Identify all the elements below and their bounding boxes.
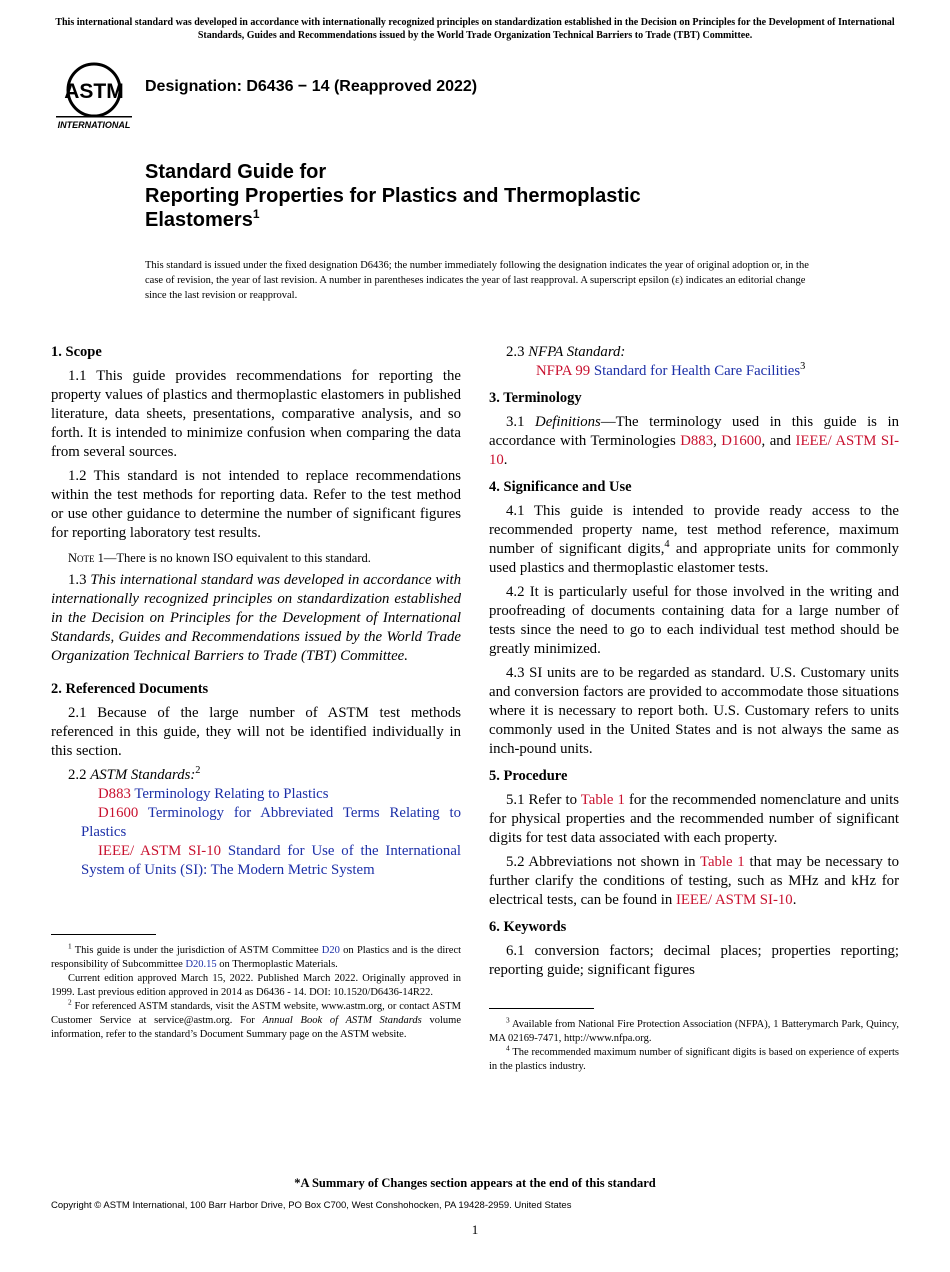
ref-item-d883[interactable] <box>51 785 461 804</box>
logo-text: ASTM <box>64 80 124 103</box>
section-6-heading: 6. Keywords <box>489 919 567 935</box>
ref-title[interactable]: Terminology Relating to Plastics <box>134 786 329 802</box>
para-4-1-footnote-mark: 4 <box>664 539 670 551</box>
ref-code[interactable]: IEEE/ ASTM SI-10 <box>98 843 222 859</box>
footnote-2-text-a: For referenced ASTM standards, visit the ASTM website, www.astm.org, or contact ASTM Customer Service at service@astm.org. For <box>51 1001 461 1026</box>
committee-link[interactable]: D20 <box>321 945 340 956</box>
ref-link-d1600[interactable]: D1600 <box>721 433 762 449</box>
para-2-2-number: 2.2 <box>68 767 87 783</box>
para-5-2-text-b: that may be necessary to further clarify the conditions of testing, such as MHz and kHz for electrical tests, can be found in <box>489 854 900 908</box>
para-6-1: 6.1 conversion factors; decimal places; properties reporting; reporting guide; significant figures <box>489 943 899 978</box>
right-column <box>489 343 899 980</box>
para-5-1-text-b: for the recommended nomenclature and units for physical properties and the recommended number of significant digits for test data associated with each property. <box>489 792 900 846</box>
ref-item-nfpa99[interactable] <box>489 362 899 381</box>
ref-title[interactable]: Standard for Health Care Facilities <box>593 363 801 379</box>
para-2-2 <box>51 766 461 785</box>
issuance-note: This standard is issued under the fixed designation D6436; the number immediately following the designation indicates the year of original adoption or, in the case of revision, the year of last revision. A number in parentheses indicates the year of last reapproval. A superscript epsilon (ε) indicates an editorial change since the last revision or reapproval. <box>145 260 809 301</box>
footnote-divider-left <box>51 934 156 935</box>
section-1-heading: 1. Scope <box>51 344 102 360</box>
para-2-3-number: 2.3 <box>506 344 525 360</box>
title-line-1: Standard Guide for <box>145 161 327 183</box>
top-notice: This international standard was developed in accordance with internationally recognized principles on standardization established in the Decision on Principles for the Development of International Standards, Guides and Recommendations issued by the World Trade Organization Technical Barriers to Trade (TBT) Committee. <box>55 17 895 41</box>
para-4-2: 4.2 It is particularly useful for those involved in the writing and proofreading of documents containing data for a large number of tests since the need to go to each individual test method should be greatly minimized. <box>489 584 899 657</box>
astm-logo <box>52 58 136 134</box>
footnote-1-text-a: This guide is under the jurisdiction of ASTM Committee <box>74 945 319 956</box>
title-line-3: Elastomers <box>145 209 253 231</box>
para-5-2-text-a: 5.2 Abbreviations not shown in <box>506 854 696 870</box>
ref-link-d883[interactable]: D883 <box>680 433 714 449</box>
footnote-2-text-b: volume information, refer to the standard’s Document Summary page on the ASTM website. <box>51 1015 462 1040</box>
copyright: Copyright © ASTM International, 100 Barr Harbor Drive, PO Box C700, West Conshohocken, PA 19428-2959. United States <box>51 1200 572 1211</box>
logo-subtext: INTERNATIONAL <box>57 120 131 130</box>
ref-code[interactable]: NFPA 99 <box>536 363 591 379</box>
document-title <box>145 160 845 232</box>
footnote-2 <box>51 997 462 1042</box>
footnote-4-text: The recommended maximum number of significant digits is based on experience of experts in the plastics industry. <box>489 1047 899 1072</box>
footnote-2-italic: Annual Book of ASTM Standards <box>262 1015 422 1026</box>
section-5-heading: 5. Procedure <box>489 768 568 784</box>
section-4-heading: 4. Significance and Use <box>489 479 632 495</box>
footnote-3-text: Available from National Fire Protection Association (NFPA), 1 Batterymarch Park, Quincy, MA 02169-7471, http://www.nfpa.org. <box>489 1019 899 1044</box>
footnote-1-text-b: on Plastics and is the direct responsibility of Subcommittee <box>51 945 462 970</box>
para-1-1: 1.1 This guide provides recommendations for reporting the property values of plastics and thermoplastic elastomers in published literature, data sheets, presentations, comparative analysis, and so forth. It is intended to minimize confusion when comparing the data from several sources. <box>51 368 461 460</box>
para-5-1-text-a: 5.1 Refer to <box>506 792 577 808</box>
ref-item-d1600[interactable] <box>51 804 461 842</box>
para-3-1-and: and <box>769 433 792 449</box>
section-3-heading: 3. Terminology <box>489 390 582 406</box>
para-4-3: 4.3 SI units are to be regarded as standard. U.S. Customary units and conversion factors are provided to accommodate those situations where it is necessary to report both. U.S. Customary refers to units commonly used in the United States and is not always the same as inch-pound units. <box>489 665 899 757</box>
footnote-4-mark: 4 <box>506 1043 510 1053</box>
footnote-1-text-c: on Thermoplastic Materials. <box>219 959 338 970</box>
para-4-1 <box>489 502 899 578</box>
note-1-text: —There is no known ISO equivalent to this standard. <box>103 551 371 565</box>
para-2-3 <box>489 343 899 362</box>
para-5-2: 5.2 Abbreviations not shown in Table 1 that may be necessary to further clarify the conditions of testing, such as MHz and kHz for electrical tests, can be found in IEEE/ ASTM SI-10. <box>489 854 900 908</box>
footnote-3-mark: 3 <box>506 1015 510 1025</box>
para-1-3-number: 1.3 <box>68 572 87 588</box>
footnote-4 <box>489 1043 899 1074</box>
footnote-1-edition: Current edition approved March 15, 2022. Published March 2022. Originally approved in 1999. Last previous edition approved in 2014 as D6436 - 14. DOI: 10.1520/D6436-14R22. <box>51 973 461 998</box>
para-3-1: 3.1 Definitions—The terminology used in this guide is in accordance with Terminologies D883, D1600, and IEEE/ ASTM SI-10. <box>489 414 899 468</box>
footnote-2-mark: 2 <box>68 997 72 1007</box>
footnote-1 <box>51 941 462 972</box>
ref-title[interactable]: Terminology for Abbreviated Terms Relating to Plastics <box>81 805 461 840</box>
para-1-2: 1.2 This standard is not intended to replace recommendations within the test methods for reporting data. Refer to the test method or use other guidance to determine the number of significant figures for reporting laboratory test results. <box>51 468 461 541</box>
para-5-1 <box>489 791 899 848</box>
table-1-link[interactable]: Table 1 <box>699 854 745 870</box>
footnote-3 <box>489 1015 899 1046</box>
ref-title[interactable]: Standard for Use of the International System of Units (SI): The Modern Metric System <box>81 843 462 878</box>
footnotes-left <box>51 941 462 1042</box>
page-number: 1 <box>471 1222 479 1237</box>
para-2-2-label: ASTM Standards: <box>90 767 196 783</box>
nfpa-footnote-mark: 3 <box>800 361 806 373</box>
designation: Designation: D6436 − 14 (Reapproved 2022) <box>145 78 478 95</box>
note-1 <box>51 549 461 568</box>
table-1-link[interactable]: Table 1 <box>580 792 625 808</box>
footnotes-right <box>489 1015 899 1074</box>
ref-code[interactable]: D1600 <box>98 805 139 821</box>
para-4-1-text-b: and appropriate units for commonly used plastics and thermoplastic elastomer tests. <box>489 541 900 576</box>
para-3-1-label: Definitions <box>535 414 601 430</box>
ref-link-si10[interactable]: IEEE/ ASTM SI-10 <box>675 892 793 908</box>
footnote-1-mark: 1 <box>68 941 72 951</box>
subcommittee-link[interactable]: D20.15 <box>185 959 217 970</box>
ref-item-si10[interactable] <box>51 842 461 880</box>
note-1-label: Note 1 <box>68 551 104 565</box>
ref-link-si10[interactable]: IEEE/ ASTM SI-10 <box>489 433 899 468</box>
para-2-3-label: NFPA Standard: <box>528 344 626 360</box>
para-3-1-text: —The terminology used in this guide is in accordance with Terminologies <box>489 414 899 449</box>
para-1-3 <box>51 571 461 666</box>
para-3-1-number: 3.1 <box>506 414 525 430</box>
ref-code[interactable]: D883 <box>98 786 131 802</box>
left-column <box>51 343 461 880</box>
para-4-1-text-a: 4.1 This guide is intended to provide ready access to the recommended property name, test method reference, maximum number of significant digits, <box>489 503 899 557</box>
para-2-1: 2.1 Because of the large number of ASTM test methods referenced in this guide, they will not be identified individually in this section. <box>51 705 461 759</box>
para-2-2-footnote-mark: 2 <box>195 765 201 777</box>
section-2-heading: 2. Referenced Documents <box>51 681 209 697</box>
summary-of-changes-note: *A Summary of Changes section appears at the end of this standard <box>294 1176 656 1190</box>
title-line-2: Reporting Properties for Plastics and Thermoplastic <box>145 185 641 207</box>
title-footnote-mark: 1 <box>252 207 260 221</box>
para-1-3-text: This international standard was developed in accordance with internationally recognized principles on standardization established in the Decision on Principles for the Development of International Standards, Guides and Recommendations issued by the World Trade Organization Technical Barriers to Trade (TBT) Committee. <box>51 572 461 664</box>
footnote-divider-right <box>489 1008 594 1009</box>
